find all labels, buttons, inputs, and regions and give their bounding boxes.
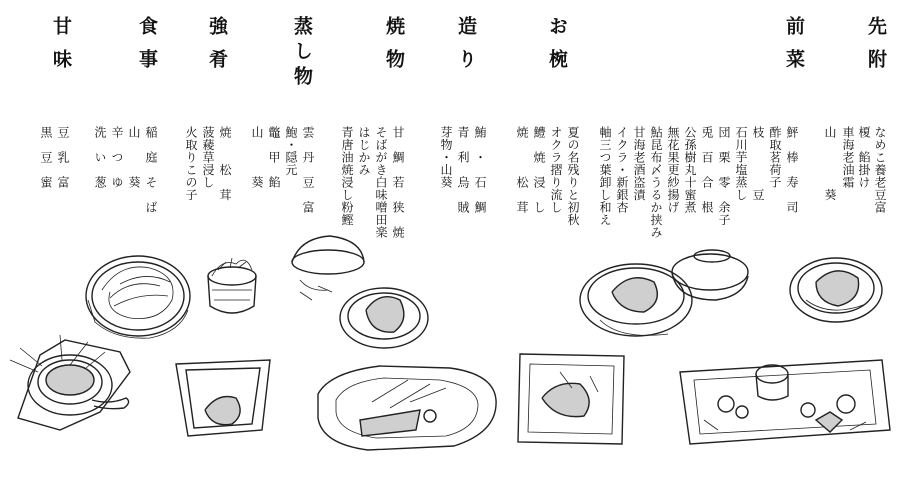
zensai-platter-illustration — [680, 360, 890, 444]
menu-item: 青 利 烏 賊 — [456, 126, 470, 214]
menu-item: 菠薐草浸し — [201, 126, 215, 189]
menu-item: 石川芋塩蒸し — [734, 126, 748, 201]
section-title-sakizuke: 先附 — [865, 16, 887, 82]
menu-item: 山 葵 — [823, 126, 837, 201]
section-title-amami: 甘味 — [50, 16, 72, 82]
section-title-owan: お椀 — [546, 16, 568, 82]
menu-item: 鱧 焼 浸 し — [532, 126, 546, 214]
section-title-mushimono: 蒸し物 — [291, 16, 313, 91]
menu-item: 焼 松 茸 — [515, 126, 529, 214]
section-title-zensai: 前菜 — [783, 16, 805, 82]
menu-item: 辛 つ ゆ — [110, 126, 124, 189]
menu-item: 雲 丹 豆 富 — [301, 126, 315, 214]
menu-item: 焼 松 茸 — [218, 126, 232, 201]
section-title-yakimono: 焼物 — [383, 16, 405, 82]
menu-item: 枝 豆 — [751, 126, 765, 201]
menu-item: 洗 い 葱 — [93, 126, 107, 189]
menu-item: 榎 餡掛け — [857, 126, 871, 189]
menu-item: 無花果更紗揚げ — [666, 126, 680, 214]
square-dish-illustration — [176, 360, 270, 436]
menu-item: 酢取茗荷子 — [768, 126, 782, 189]
menu-item: 山 葵 — [250, 126, 264, 189]
steamed-bowl-illustration — [292, 236, 428, 348]
menu-item: そばがき白味噌田楽 — [374, 126, 388, 239]
menu-item: 山 葵 — [127, 126, 141, 189]
owan-bowl-illustration — [580, 250, 748, 336]
grilled-fish-plate-illustration — [318, 366, 496, 450]
menu-item: 黒 豆 蜜 — [39, 126, 53, 189]
menu-item: 公孫樹丸十蜜煮 — [683, 126, 697, 214]
menu-item: 夏の名残りと初秋 — [566, 126, 580, 226]
menu-item: 稲 庭 そ ば — [144, 126, 158, 214]
menu-item: 鮪 ・ 石 鯛 — [473, 126, 487, 214]
menu-item: 軸三つ葉卸し和え — [598, 126, 612, 226]
sakizuke-dish-illustration — [790, 258, 882, 322]
shiizakana-cup-illustration — [208, 258, 256, 313]
menu-item: なめこ養老豆富 — [873, 126, 887, 214]
section-title-tsukuri: 造り — [455, 16, 477, 82]
soba-plate-illustration — [86, 256, 190, 338]
menu-item: 甘海老酒盗漬 — [632, 126, 646, 201]
menu-item: 甘 鯛 若 狭 焼 — [391, 126, 405, 239]
menu-item: 鼈 甲 餡 — [267, 126, 281, 189]
menu-item: イクラ・新銀杏 — [615, 126, 629, 214]
menu-item: 車海老油霜 — [841, 126, 855, 189]
menu-item: 団 栗 零 余子 — [717, 126, 731, 226]
menu-item: 鮎昆布〆うるか挟み — [649, 126, 663, 239]
section-title-shiizakana: 強肴 — [206, 16, 228, 82]
menu-item: 鮑・隠元 — [284, 126, 298, 176]
menu-item: 火取りこの子 — [184, 126, 198, 201]
menu-item: オクラ摺り流し — [549, 126, 563, 214]
section-title-shokuji: 食事 — [136, 16, 158, 82]
menu-item: 青唐油焼浸し粉鰹 — [340, 126, 354, 226]
menu-item: 豆 乳 富 — [56, 126, 70, 189]
menu-item: はじかみ — [357, 126, 371, 176]
menu-item: 鮃 棒 寿 司 — [785, 126, 799, 214]
sashimi-dish-illustration — [518, 354, 624, 444]
menu-item: 芽物・山葵 — [439, 126, 453, 189]
menu-item: 兎 百 合 根 — [700, 126, 714, 214]
dessert-dish-illustration — [10, 335, 130, 430]
